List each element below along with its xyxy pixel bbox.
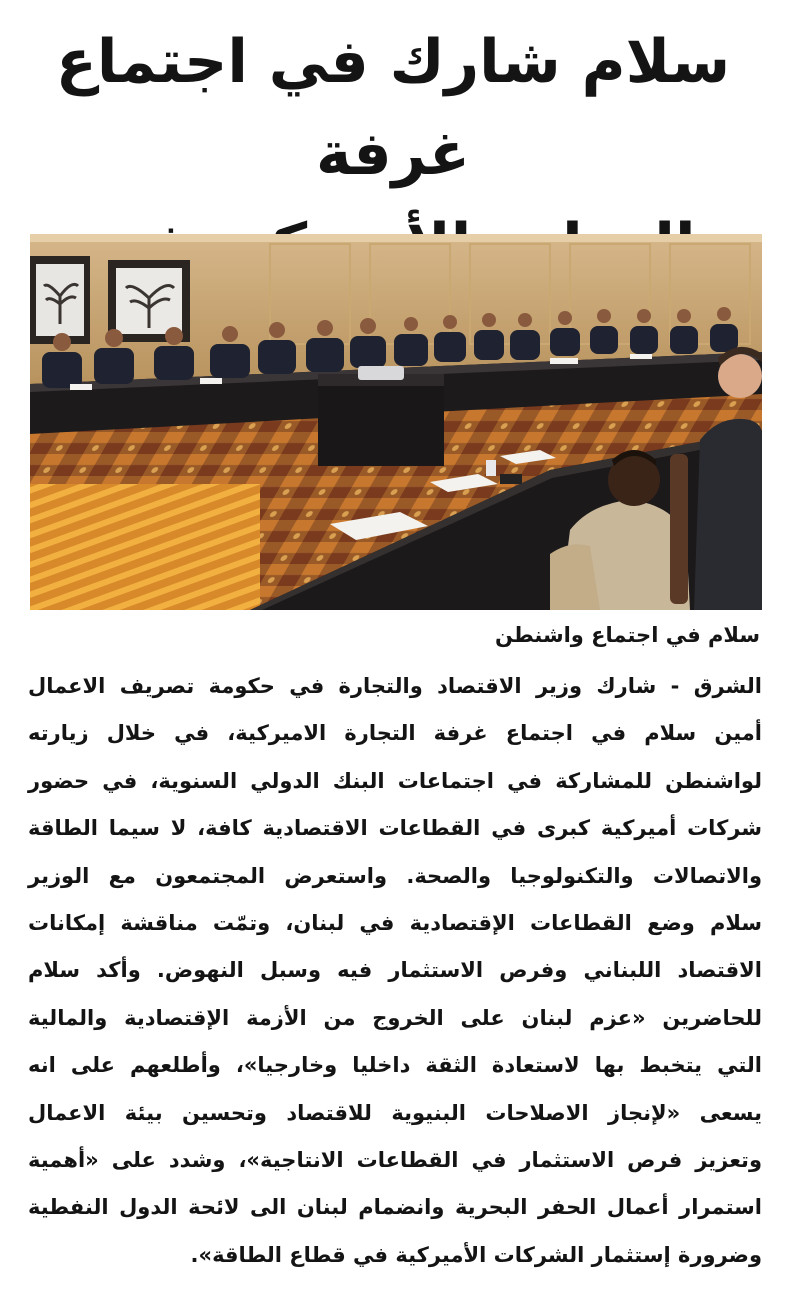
article-line: وضرورة إستثمار الشركات الأميركية في قطاع الطاقة». [190,1242,762,1267]
headline-line-1: سلام شارك في اجتماع غرفة [55,27,731,189]
article-line: الاقتصاد اللبناني وفرص الاستثمار فيه وسبل النهوض. وأكد سلام [28,958,762,983]
article-photo [30,234,762,610]
article-line: والاتصالات والتكنولوجيا والصحة. واستعرض المجتمعون مع الوزير [28,863,762,888]
article-line: للحاضرين «عزم لبنان على الخروج من الأزمة الإقتصادية والمالية [28,1005,762,1030]
article-line: التي يتخبط بها لاستعادة الثقة داخليا وخارجيا»، وأطلعهم على انه [28,1053,762,1078]
article-line: يسعى «لإنجاز الاصلاحات البنيوية للاقتصاد وتحسين بيئة الاعمال [28,1100,762,1125]
photo-caption: سلام في اجتماع واشنطن [495,623,760,647]
article-line: وتعزيز فرص الاستثمار في القطاعات الانتاجية»، وشدد على «أهمية [28,1147,762,1172]
article-line: أمين سلام في اجتماع غرفة التجارة الاميركية، في خلال زيارته [28,721,762,746]
article-line: لواشنطن للمشاركة في اجتماعات البنك الدولي السنوية، في حضور [28,768,762,793]
article-line: شركات أميركية كبرى في القطاعات الاقتصادية كافة، لا سيما الطاقة [28,816,762,841]
conference-room-photo [30,234,762,610]
article-line: سلام وضع القطاعات الإقتصادية في لبنان، وتمّت مناقشة إمكانات [28,910,762,935]
article-line: استمرار أعمال الحفر البحرية وانضمام لبنان الى لائحة الدول النفطية [28,1195,762,1220]
article-line: الشرق - شارك وزير الاقتصاد والتجارة في حكومة تصريف الاعمال [28,674,762,698]
article-body [28,663,762,1279]
